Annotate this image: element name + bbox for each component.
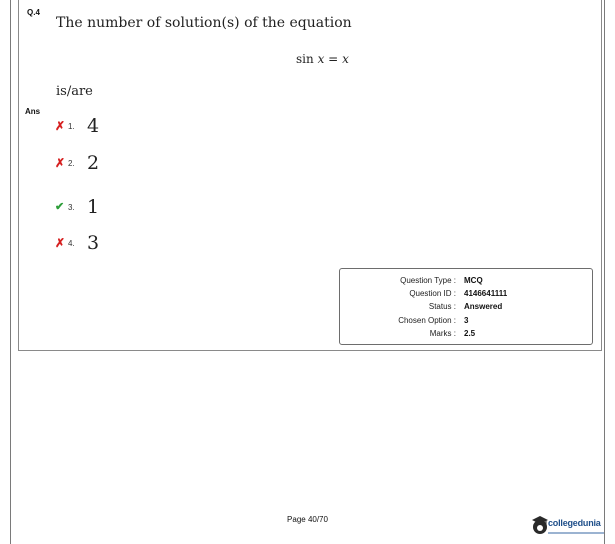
option-value: 4 (87, 115, 100, 137)
marks-value: 2.5 (464, 329, 476, 338)
option-value: 2 (87, 152, 100, 174)
chosen-option-label: Chosen Option : (398, 316, 456, 325)
status-label: Status : (428, 302, 456, 311)
page-border-left (10, 0, 11, 544)
equation-function: sin (296, 52, 314, 66)
option-number: 4. (68, 238, 75, 248)
option-number: 3. (68, 202, 75, 212)
question-equation (296, 52, 349, 66)
question-type-label: Question Type : (400, 276, 456, 285)
option-value: 1 (87, 196, 100, 218)
logo-text: collegedunia (548, 518, 601, 528)
option-number: 1. (68, 121, 75, 131)
option-4 (55, 231, 99, 255)
info-row-status (340, 301, 592, 313)
option-number: 2. (68, 158, 75, 168)
option-1 (55, 114, 99, 138)
info-row-chosen-option (340, 315, 592, 327)
equation-equals: = (328, 52, 339, 66)
question-number: Q.4 (27, 8, 40, 17)
status-value: Answered (464, 302, 503, 311)
info-row-marks (340, 328, 592, 340)
question-text: The number of solution(s) of the equation (56, 15, 352, 31)
option-value: 3 (87, 232, 100, 254)
cross-icon: ✗ (55, 156, 66, 170)
option-3 (55, 195, 99, 219)
question-id-label: Question ID : (409, 289, 456, 298)
chosen-option-value: 3 (464, 316, 469, 325)
cross-icon: ✗ (55, 236, 66, 250)
answer-label: Ans (25, 107, 41, 116)
logo-tagline (548, 532, 604, 535)
marks-label: Marks : (429, 329, 456, 338)
info-row-question-id (340, 288, 592, 300)
page-number: Page 40/70 (287, 515, 328, 524)
equation-rhs: x (342, 52, 349, 66)
page-border-right (604, 0, 605, 544)
option-2 (55, 151, 99, 175)
info-row-question-type (340, 275, 592, 287)
check-icon: ✔ (55, 201, 65, 213)
graduation-cap-icon (531, 514, 549, 536)
cross-icon: ✗ (55, 119, 66, 133)
equation-variable: x (317, 52, 325, 66)
collegedunia-logo (531, 514, 607, 538)
question-type-value: MCQ (464, 276, 483, 285)
question-info-box (339, 268, 593, 345)
question-id-value: 4146641111 (464, 289, 508, 298)
question-tail: is/are (56, 84, 93, 99)
